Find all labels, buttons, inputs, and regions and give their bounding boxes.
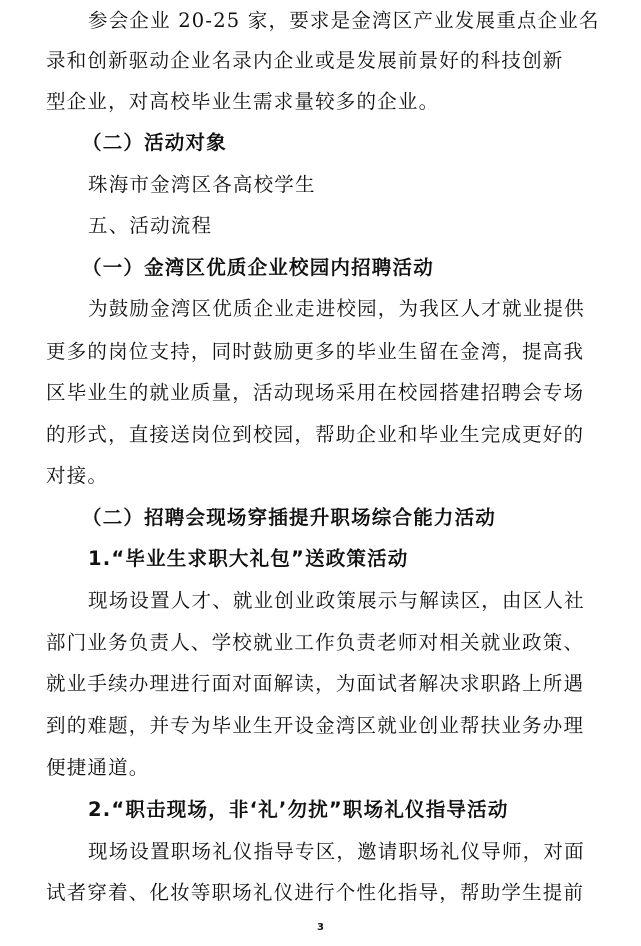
paragraph-line: 到的难题，并专为毕业生开设金湾区就业创业帮扶业务办理 bbox=[46, 714, 585, 737]
section-heading-target: （二）活动对象 bbox=[82, 131, 227, 154]
paragraph-line: 的形式，直接送岗位到校园，帮助企业和毕业生完成更好的 bbox=[46, 423, 585, 446]
paragraph-line: 部门业务负责人、学校就业工作负责老师对相关就业政策、 bbox=[46, 631, 585, 654]
paragraph-line: 区毕业生的就业质量，活动现场采用在校园搭建招聘会专场 bbox=[46, 381, 585, 404]
paragraph-line: 试者穿着、化妆等职场礼仪进行个性化指导，帮助学生提前 bbox=[46, 881, 585, 904]
paragraph-line: 现场设置职场礼仪指导专区，邀请职场礼仪导师，对面 bbox=[88, 840, 585, 863]
paragraph-line: 现场设置人才、就业创业政策展示与解读区，由区人社 bbox=[88, 589, 585, 612]
paragraph-line: 对接。 bbox=[46, 464, 109, 487]
item-heading-policy-package: 1.“毕业生求职大礼包”送政策活动 bbox=[88, 547, 409, 570]
paragraph-line: 录和创新驱动企业名录内企业或是发展前景好的科技创新 bbox=[46, 49, 564, 72]
subsection-heading-campus-recruitment: （一）金湾区优质企业校园内招聘活动 bbox=[82, 256, 434, 279]
item-heading-etiquette: 2.“职击现场，非‘礼’勿扰”职场礼仪指导活动 bbox=[88, 798, 509, 821]
paragraph-line: 型企业，对高校毕业生需求量较多的企业。 bbox=[46, 90, 440, 113]
paragraph-line: 参会企业 20-25 家，要求是金湾区产业发展重点企业名 bbox=[88, 9, 600, 32]
paragraph-line: 便捷通道。 bbox=[46, 756, 150, 779]
section-heading-flow: 五、活动流程 bbox=[88, 214, 213, 237]
paragraph-line: 为鼓励金湾区优质企业走进校园，为我区人才就业提供 bbox=[88, 297, 585, 320]
page-number: 3 bbox=[317, 922, 324, 933]
paragraph-line: 更多的岗位支持，同时鼓励更多的毕业生留在金湾，提高我 bbox=[46, 340, 585, 363]
paragraph-line: 就业手续办理进行面对面解读，为面试者解决求职路上所遇 bbox=[46, 672, 585, 695]
subsection-heading-career-skills: （二）招聘会现场穿插提升职场综合能力活动 bbox=[82, 506, 497, 529]
paragraph-line: 珠海市金湾区各高校学生 bbox=[88, 173, 316, 196]
